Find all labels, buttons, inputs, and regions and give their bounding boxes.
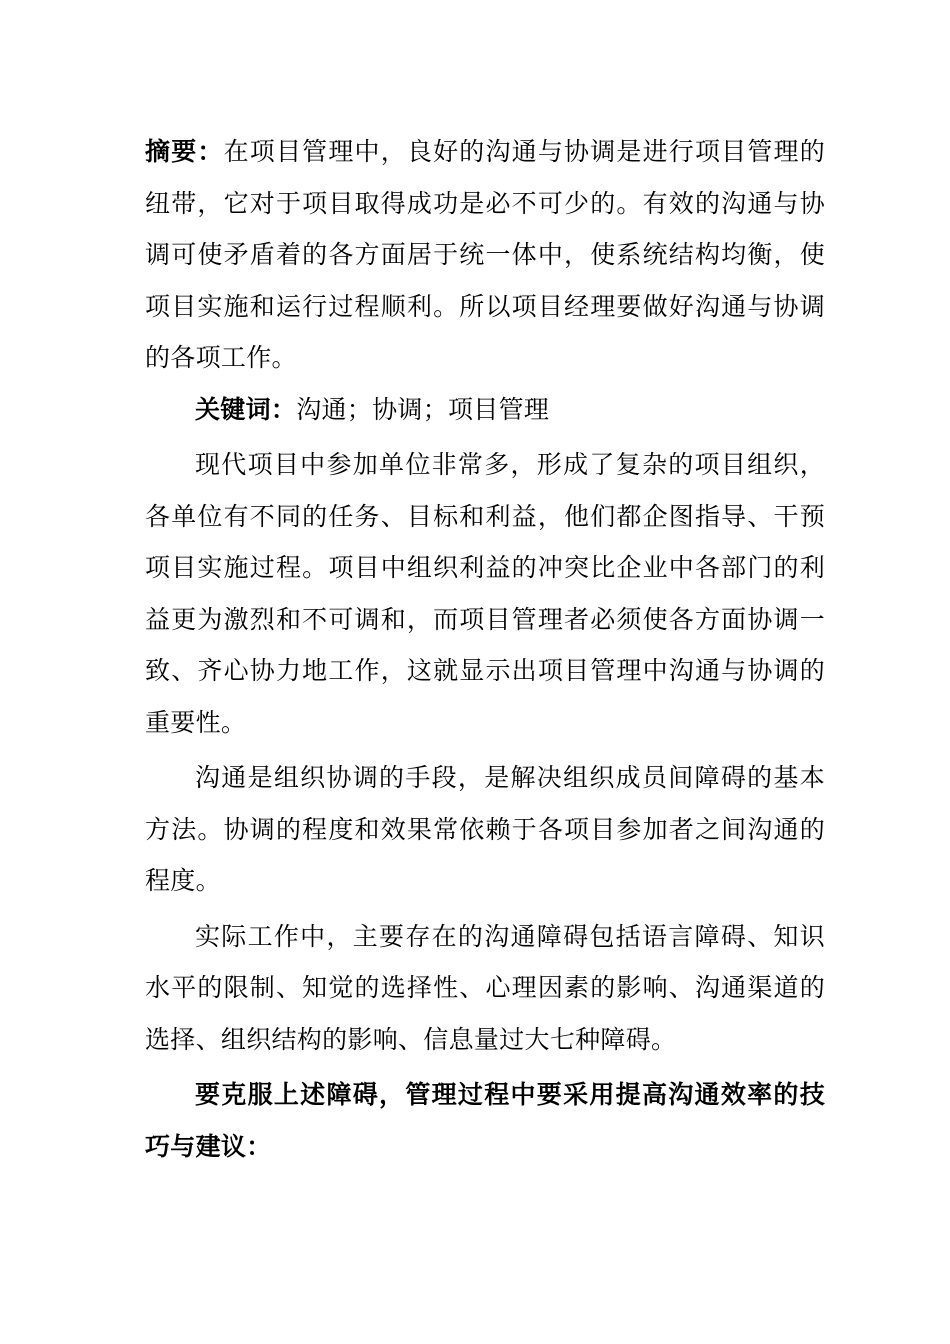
body-paragraph-1: 现代项目中参加单位非常多，形成了复杂的项目组织，各单位有不同的任务、目标和利益，他们都企图指导、干预项目实施过程。项目中组织利益的冲突比企业中各部门的利益更为激烈和不可调和，而项目管理者必须使各方面协调一致、齐心协力地工作，这就显示出项目管理中沟通与协调的重要性。	[145, 450, 825, 737]
abstract-label: 摘要：	[145, 137, 224, 166]
body-paragraph-3: 实际工作中，主要存在的沟通障碍包括语言障碍、知识水平的限制、知觉的选择性、心理因素的影响、沟通渠道的选择、组织结构的影响、信息量过大七种障碍。	[145, 921, 825, 1054]
document-body	[145, 126, 825, 1172]
keywords-label: 关键词：	[195, 394, 297, 424]
keywords-paragraph	[145, 384, 825, 436]
abstract-paragraph	[145, 126, 825, 384]
body-paragraph-2: 沟通是组织协调的手段，是解决组织成员间障碍的基本方法。协调的程度和效果常依赖于各项目参加者之间沟通的程度。	[145, 763, 825, 895]
abstract-text: 在项目管理中，良好的沟通与协调是进行项目管理的纽带，它对于项目取得成功是必不可少的。有效的沟通与协调可使矛盾着的各方面居于统一体中，使系统结构均衡，使项目实施和运行过程顺利。所以项目经理要做好沟通与协调的各项工作。	[145, 137, 826, 372]
keywords-text: 沟通；协调；项目管理	[296, 394, 550, 424]
section-heading: 要克服上述障碍，管理过程中要采用提高沟通效率的技巧与建议：	[145, 1080, 825, 1161]
